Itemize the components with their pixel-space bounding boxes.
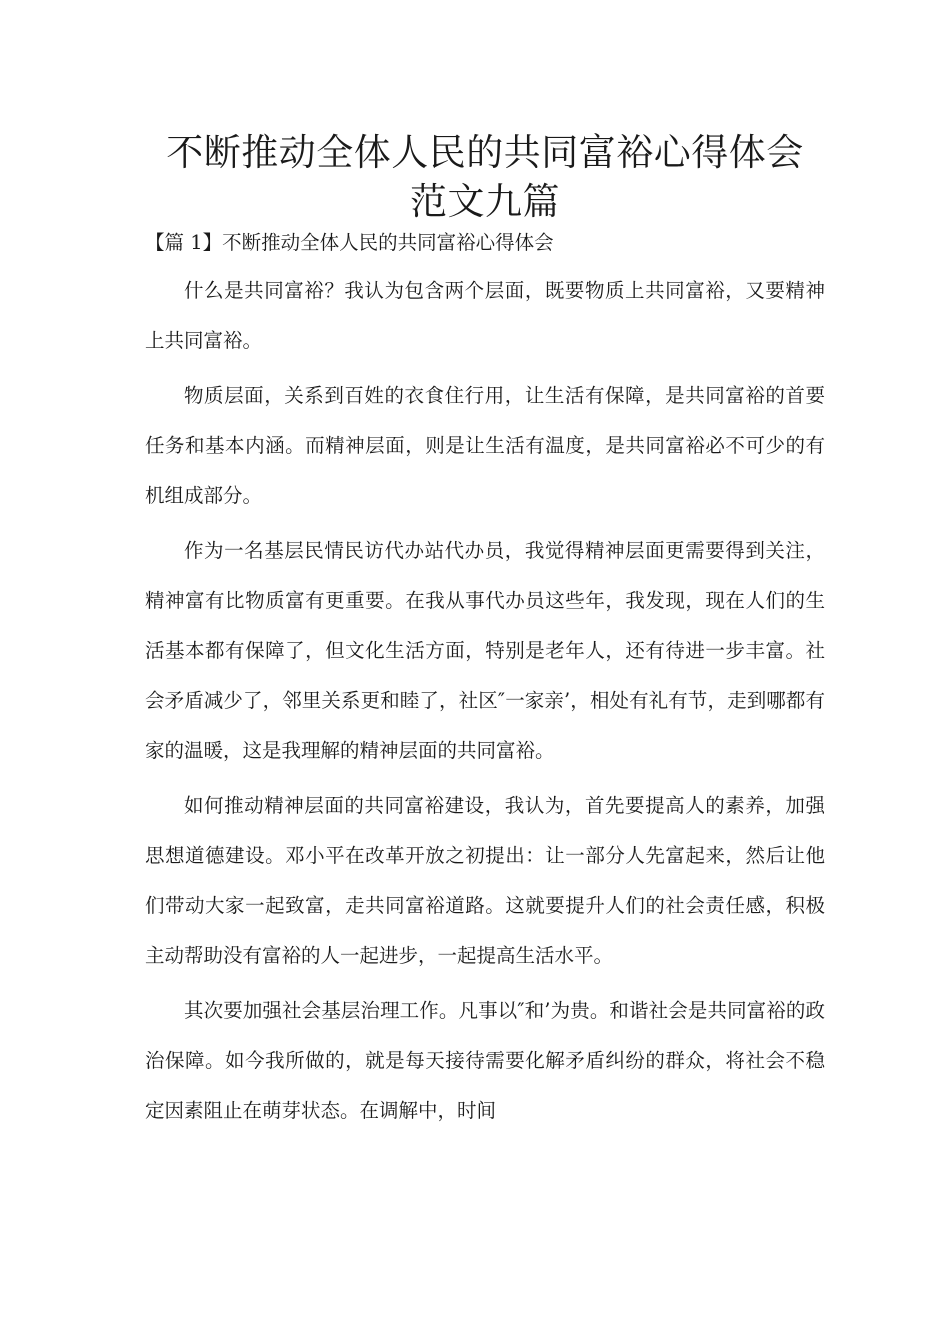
body-paragraph-1: 什么是共同富裕？我认为包含两个层面，既要物质上共同富裕，又要精神上共同富裕。 <box>145 279 825 352</box>
document-title-line-1: 不断推动全体人民的共同富裕心得体会 <box>166 131 804 174</box>
body-paragraph-2: 物质层面，关系到百姓的衣食住行用，让生活有保障，是共同富裕的首要任务和基本内涵。而精神层面，则是让生活有温度，是共同富裕必不可少的有机组成部分。 <box>145 384 825 507</box>
document-page <box>145 128 825 1141</box>
section-heading: 【篇 1】不断推动全体人民的共同富裕心得体会 <box>145 231 554 254</box>
body-paragraph-3: 作为一名基层民情民访代办站代办员，我觉得精神层面更需要得到关注，精神富有比物质富有更重要。在我从事代办员这些年，我发现，现在人们的生活基本都有保障了，但文化生活方面，特别是老年人，还有待进一步丰富。社会矛盾减少了，邻里关系更和睦了，社区″一家亲’，相处有礼有节，走到哪都有家的温暖，这是我理解的精神层面的共同富裕。 <box>145 539 825 762</box>
body-paragraph-5: 其次要加强社会基层治理工作。凡事以″和’为贵。和谐社会是共同富裕的政治保障。如今我所做的，就是每天接待需要化解矛盾纠纷的群众，将社会不稳定因素阻止在萌芽状态。在调解中，时间 <box>145 999 825 1122</box>
document-title <box>145 128 825 226</box>
document-title-line-2: 范文九篇 <box>410 180 560 223</box>
body-paragraph-4: 如何推动精神层面的共同富裕建设，我认为，首先要提高人的素养，加强思想道德建设。邓小平在改革开放之初提出：让一部分人先富起来，然后让他们带动大家一起致富，走共同富裕道路。这就要提升人们的社会责任感，积极主动帮助没有富裕的人一起进步，一起提高生活水平。 <box>145 794 825 967</box>
